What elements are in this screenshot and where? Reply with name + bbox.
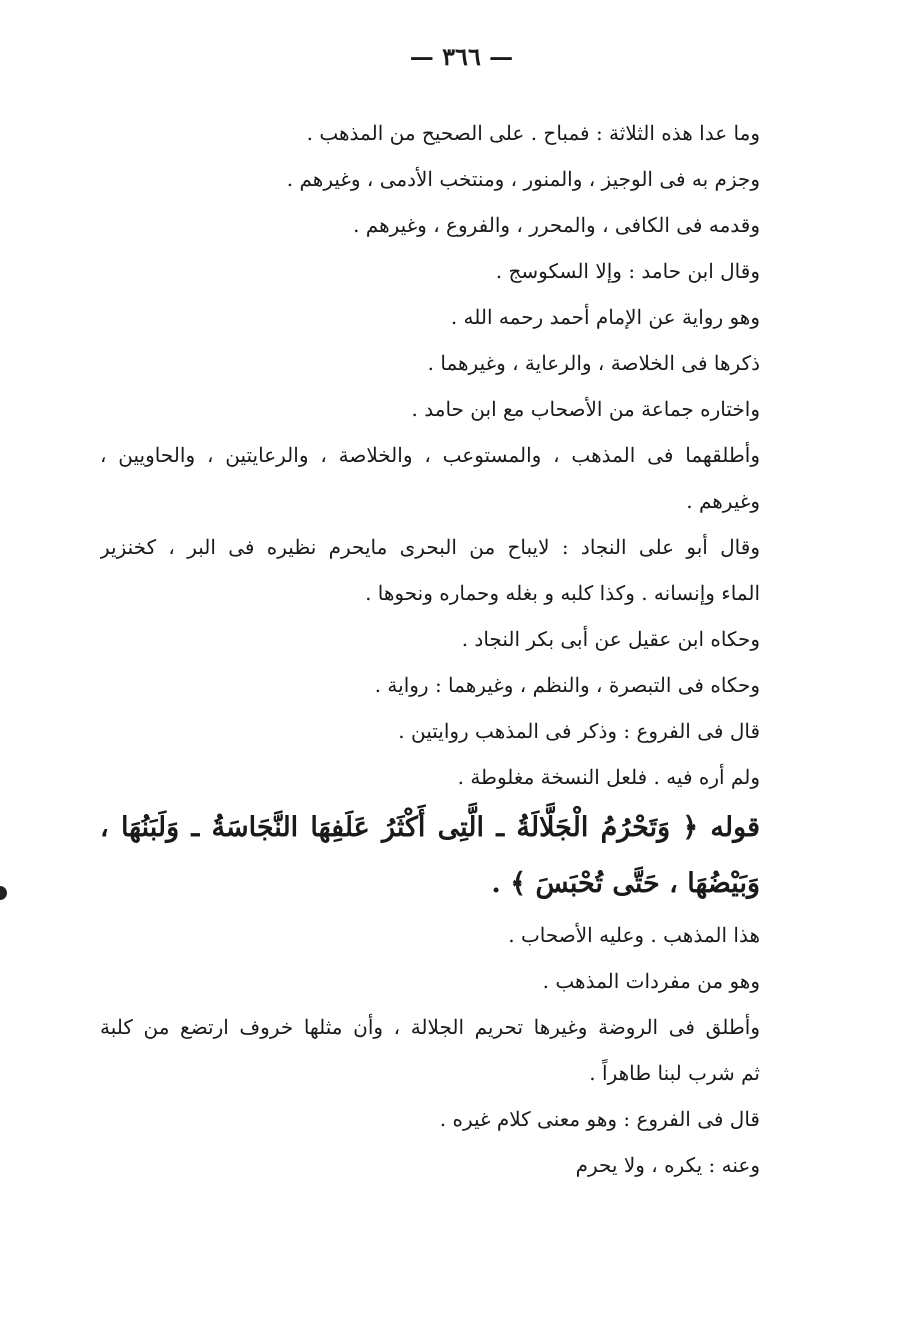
text-line: وقال ابن حامد : وإلا السكوسج . [495,259,760,283]
text-line: وعنه : يكره ، ولا يحرم [575,1153,760,1177]
text-line: وحكاه ابن عقيل عن أبى بكر النجاد . [461,627,760,651]
text-line: وهو رواية عن الإمام أحمد رحمه الله . [450,305,760,329]
text-line: وقدمه فى الكافى ، والمحرر ، والفروع ، وغيرهم . [353,213,760,237]
quoted-text-line: وَبَيْضُهَا ، حَتَّى تُحْبَسَ ﴾ . [491,868,760,899]
text-line: وحكاه فى التبصرة ، والنظم ، وغيرهما : رواية . [374,673,760,697]
page-number: — ٣٦٦ — [409,42,514,71]
quoted-text-line: قوله ﴿ وَتَحْرُمُ الْجَلَّالَةُ ـ الَّتِى أَكْثَرُ عَلَفِهَا النَّجَاسَةُ ـ وَلَبَنُهَا ، [100,812,760,843]
text-line: وجزم به فى الوجيز ، والمنور ، ومنتخب الأدمى ، وغيرهم . [286,167,760,191]
text-line: الماء وإنسانه . وكذا كلبه و بغله وحماره ونحوها . [365,581,760,605]
text-line: وأطلق فى الروضة وغيرها تحريم الجلالة ، وأن مثلها خروف ارتضع من كلبة [100,1015,760,1039]
text-line: ثم شرب لبنا طاهراً . [589,1061,760,1085]
text-line: قال فى الفروع : وهو معنى كلام غيره . [439,1107,760,1131]
text-line: ولم أره فيه . فلعل النسخة مغلوطة . [457,765,760,789]
text-line: قال فى الفروع : وذكر فى المذهب روايتين . [398,719,760,743]
text-line: وغيرهم . [686,489,760,513]
text-line: واختاره جماعة من الأصحاب مع ابن حامد . [411,397,760,421]
text-line: وأطلقهما فى المذهب ، والمستوعب ، والخلاصة ، والرعايتين ، والحاويين ، [100,443,760,467]
text-line: وما عدا هذه الثلاثة : فمباح . على الصحيح من المذهب . [306,121,760,145]
text-line: وهو من مفردات المذهب . [542,969,760,993]
text-line: وقال أبو على النجاد : لايباح من البحرى مايحرم نظيره فى البر ، كخنزير [100,535,760,559]
text-line: هذا المذهب . وعليه الأصحاب . [508,923,760,947]
body-text [100,110,760,1188]
scan-edge-mark [0,886,7,900]
text-line: ذكرها فى الخلاصة ، والرعاية ، وغيرهما . [427,351,760,375]
